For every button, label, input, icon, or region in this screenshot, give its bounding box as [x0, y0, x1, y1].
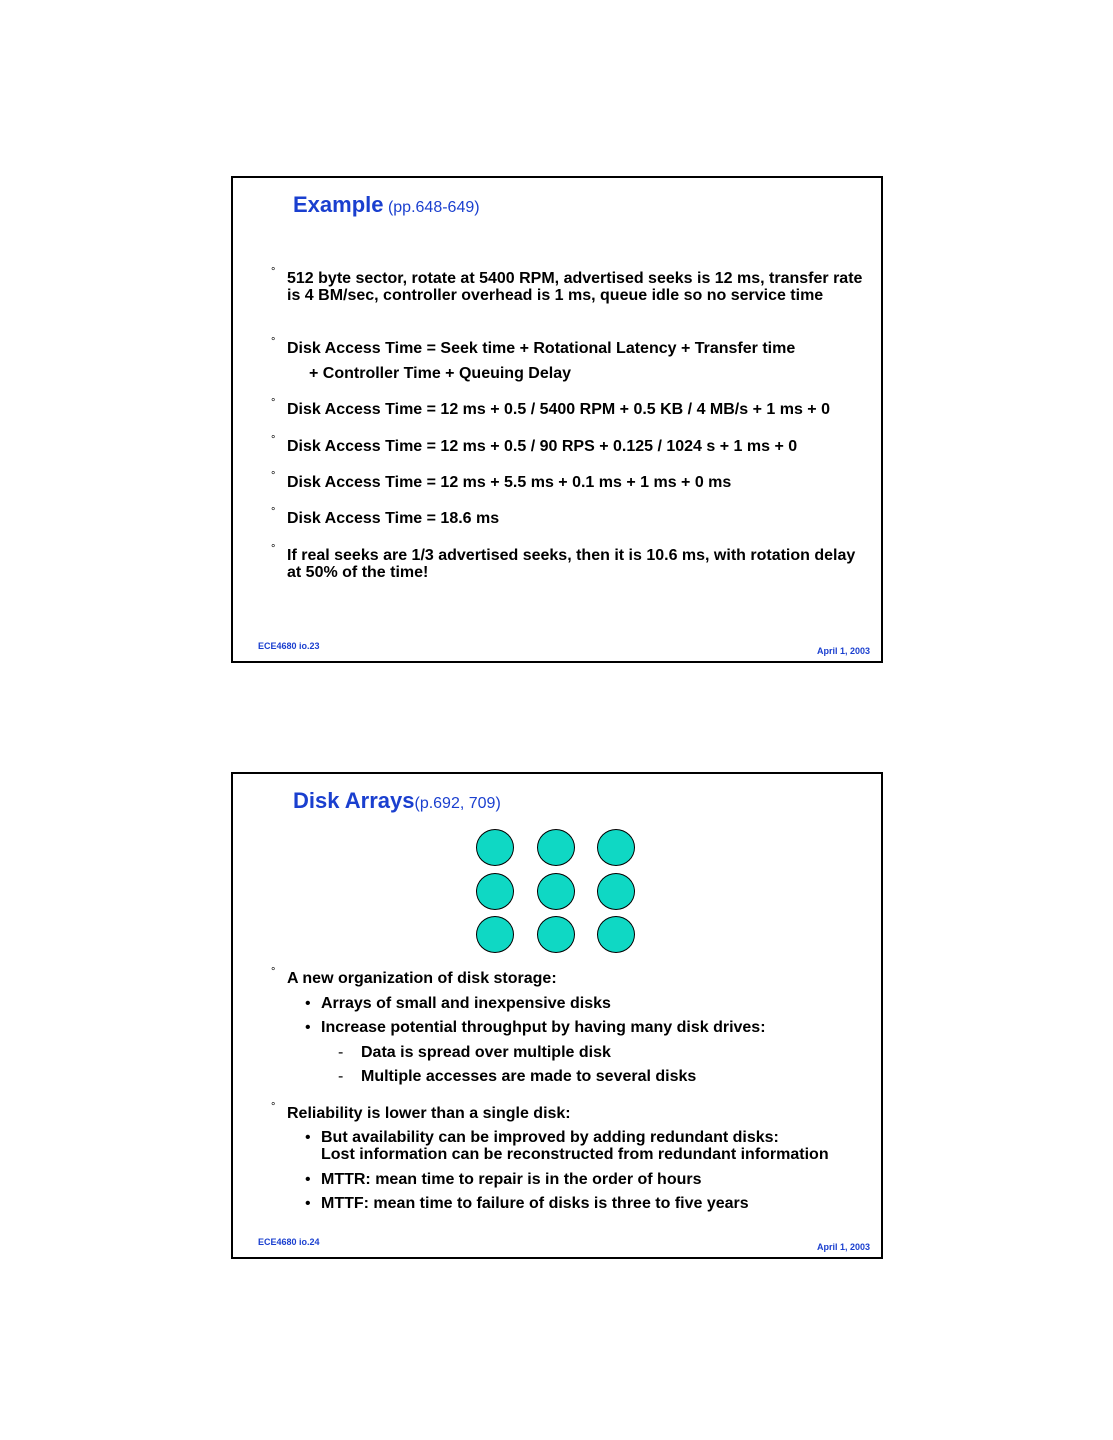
disk-icon [476, 829, 514, 866]
footer-date: April 1, 2003 [816, 1242, 870, 1252]
footer-date: April 1, 2003 [816, 646, 870, 656]
bullet-marker: ° [271, 966, 276, 978]
sub-sub-bullet-text: Multiple accesses are made to several disks [361, 1068, 697, 1085]
sub-sub-bullet-marker: - [338, 1068, 344, 1085]
disk-icon [537, 916, 575, 953]
sub-bullet-marker: • [305, 1129, 311, 1146]
bullet-access-time-formula [271, 336, 867, 382]
bullet-marker: ° [271, 543, 276, 555]
bullet-marker: ° [271, 397, 276, 409]
sub-bullet-text: But availability can be improved by adding redundant disks: [321, 1129, 779, 1146]
bullet-text: A new organization of disk storage: [287, 970, 557, 987]
sub-bullet-marker: • [305, 995, 311, 1012]
title-text: Disk Arrays [293, 788, 415, 813]
slide-title [293, 788, 501, 814]
sub-bullet-marker: • [305, 1171, 311, 1188]
bullet-access-time-converted [271, 434, 867, 455]
sub-bullet [305, 1195, 867, 1212]
bullet-marker: ° [271, 336, 276, 348]
bullet-access-time-total [271, 506, 867, 527]
bullet-marker: ° [271, 1101, 276, 1113]
sub-bullet-text: MTTR: mean time to repair is in the order of hours [321, 1171, 702, 1188]
sub-sub-bullet-marker: - [338, 1044, 344, 1061]
disk-icon [476, 873, 514, 910]
bullet-text: Disk Access Time = 12 ms + 0.5 / 90 RPS + 0.125 / 1024 s + 1 ms + 0 [287, 438, 798, 455]
bullet-marker: ° [271, 506, 276, 518]
disk-icon [597, 916, 635, 953]
sub-bullet-text-line2: Lost information can be reconstructed from redundant information [321, 1146, 829, 1163]
sub-bullet-text: Arrays of small and inexpensive disks [321, 995, 611, 1012]
bullet-text: If real seeks are 1/3 advertised seeks, then it is 10.6 ms, with rotation delay at 50% of the time! [287, 547, 856, 581]
sub-sub-bullet [338, 1044, 611, 1061]
disk-icon [537, 873, 575, 910]
bullet-text: Disk Access Time = Seek time + Rotational Latency + Transfer time [287, 340, 796, 357]
bullet-access-time-values [271, 397, 867, 418]
disk-icon [537, 829, 575, 866]
sub-bullet [305, 1171, 867, 1188]
title-text: Example [293, 192, 384, 217]
sub-bullet [305, 1019, 867, 1036]
bullet-text: 512 byte sector, rotate at 5400 RPM, advertised seeks is 12 ms, transfer rate is 4 BM/sec, controller overhead is 1 ms, queue idle so no service time [287, 270, 863, 304]
disk-icon [597, 873, 635, 910]
footer-course-page: ECE4680 io.24 [258, 1237, 320, 1247]
sub-bullet-marker: • [305, 1195, 311, 1212]
disk-icon [597, 829, 635, 866]
sub-bullet-text: MTTF: mean time to failure of disks is three to five years [321, 1195, 749, 1212]
sub-sub-bullet-text: Data is spread over multiple disk [361, 1044, 611, 1061]
slide-title [293, 192, 480, 218]
bullet-problem-statement [271, 266, 867, 304]
bullet-marker: ° [271, 434, 276, 446]
bullet-access-time-ms [271, 470, 867, 491]
bullet-reliability [271, 1101, 867, 1122]
bullet-text: Disk Access Time = 12 ms + 5.5 ms + 0.1 ms + 1 ms + 0 ms [287, 474, 732, 491]
bullet-continuation: + Controller Time + Queuing Delay [309, 365, 571, 382]
bullet-marker: ° [271, 266, 276, 278]
bullet-new-organization [271, 966, 867, 987]
bullet-text: Reliability is lower than a single disk: [287, 1105, 571, 1122]
bullet-text: Disk Access Time = 12 ms + 0.5 / 5400 RPM + 0.5 KB / 4 MB/s + 1 ms + 0 [287, 401, 830, 418]
title-page-ref: (pp.648-649) [387, 199, 480, 216]
bullet-real-seeks [271, 543, 867, 581]
sub-bullet-marker: • [305, 1019, 311, 1036]
sub-sub-bullet [338, 1068, 696, 1085]
bullet-marker: ° [271, 470, 276, 482]
slide-example [231, 176, 883, 663]
footer-course-page: ECE4680 io.23 [258, 641, 320, 651]
sub-bullet [305, 1129, 867, 1163]
bullet-text: Disk Access Time = 18.6 ms [287, 510, 500, 527]
sub-bullet [305, 995, 867, 1012]
disk-icon [476, 916, 514, 953]
title-page-ref: (p.692, 709) [414, 795, 501, 812]
slide-disk-arrays [231, 772, 883, 1259]
sub-bullet-text: Increase potential throughput by having many disk drives: [321, 1019, 766, 1036]
